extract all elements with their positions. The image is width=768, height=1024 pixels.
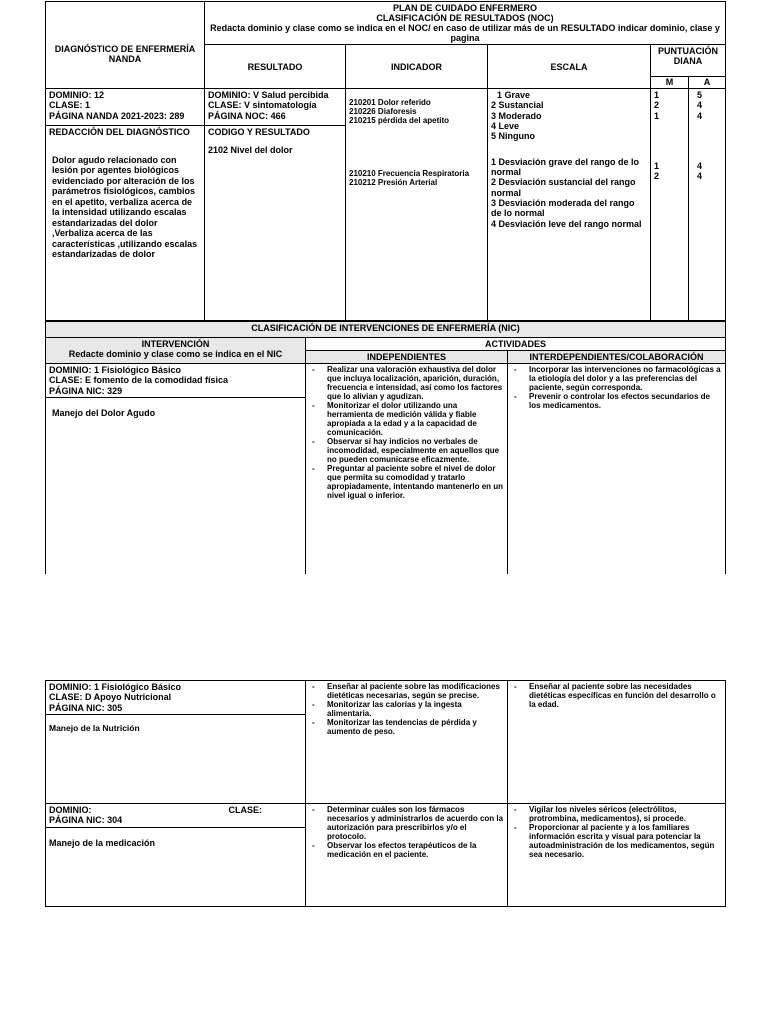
nic-block3-nombre: Manejo de la medicación (49, 837, 156, 848)
nic-block3-clase: CLASE: (228, 805, 262, 815)
list-item: - Preguntar al paciente sobre el nivel de dolor que permita su comodidad y tratarlo apropiadamente, intentando mantenerlo en un nivel igual o inferior. (309, 464, 504, 500)
m-values-2: 1 2 (654, 161, 660, 182)
a-cell (689, 89, 726, 321)
list-item: - Determinar cuáles son los fármacos necesarios y administrarlos de acuerdo con la autorización para prescribirlos y/o el protocolo. (309, 805, 504, 841)
list-item: - Realizar una valoración exhaustiva del dolor que incluya localización, aparición, duración, frecuencia e intensidad, así como los factores que lo alivian y agudizan. (309, 365, 504, 401)
actividades-header: ACTIVIDADES (306, 338, 726, 351)
nic-table (45, 321, 726, 574)
nic-block3-independientes (306, 804, 508, 907)
nanda-pagina: PÁGINA NANDA 2021-2023: 289 (49, 110, 185, 121)
redaccion-cell (46, 126, 205, 321)
list-item: - Vigilar los niveles séricos (electrólitos, protrombina, medicamentos), si procede. (511, 805, 722, 823)
redaccion-text: Dolor agudo relacionado con lesión por agentes biológicos evidenciado por alteración de los parámetros fisiológicos, cambios en el apetito, verbaliza acerca de la intensidad utilizando escalas estandarizadas del dolor ,Verbaliza acerca de las características ,utilizando escalas estandarizadas de dolor (52, 155, 198, 259)
m-cell (651, 89, 689, 321)
noc-instruction: Redacta dominio y clase como se indica en el NOC/ en caso de utilizar más de un RESULTADO indicar dominio, clase y pagina (210, 23, 720, 44)
nic-block3-interdependientes (508, 804, 726, 907)
nic-block3-intervencion (46, 804, 306, 907)
list-item: - Monitorizar las calorías y la ingesta alimentaria. (309, 700, 504, 718)
nic-block3-meta (46, 804, 305, 828)
independientes-header: INDEPENDIENTES (306, 351, 508, 364)
plan-title: PLAN DE CUIDADO ENFERMERO (393, 3, 538, 13)
codigo-label: CODIGO Y RESULTADO (208, 127, 310, 137)
nic-block2-intervencion (46, 681, 306, 804)
noc-resultado: 2102 Nivel del dolor (208, 145, 293, 155)
list-item: - Prevenir o controlar los efectos secundarios de los medicamentos. (511, 392, 722, 410)
nic-block2-interdependientes (508, 681, 726, 804)
nic-block2-dominio: DOMINIO: 1 Fisiológico Básico (49, 682, 182, 692)
col-puntuacion: PUNTUACIÓN DIANA (651, 45, 726, 77)
list-item: - Incorporar las intervenciones no farmacológicas a la etiología del dolor y a las preferencias del paciente, según corresponda. (511, 365, 722, 392)
list-item: - Proporcionar al paciente y a los familiares información escrita y visual para potenciar la autoadministración de los medicamentos, según sea necesario. (511, 823, 722, 859)
nic-block1-nombre: Manejo del Dolor Agudo (52, 408, 156, 419)
nanda-dominio: DOMINIO: 12 (49, 90, 105, 100)
nic-block2-clase: CLASE: D Apoyo Nutricional (49, 692, 172, 703)
nic-block1-dominio: DOMINIO: 1 Fisiológico Básico (49, 365, 182, 375)
indicadores-cell (346, 89, 488, 321)
codigo-cell (205, 126, 346, 321)
noc-clase: CLASE: V sintomatología (208, 100, 317, 111)
noc-dominio-cell (205, 89, 346, 126)
nic-block2-independientes (306, 681, 508, 804)
col-a: A (689, 77, 726, 89)
nic-block1-clase: CLASE: E fomento de la comodidad física (49, 375, 229, 386)
noc-dominio: DOMINIO: V Salud percibida (208, 90, 329, 100)
nic-block2-pagina: PÁGINA NIC: 305 (49, 702, 123, 713)
nanda-header: DIAGNÓSTICO DE ENFERMERÍA NANDA (46, 2, 205, 89)
col-m: M (651, 77, 689, 89)
nic-block1-pagina: PÁGINA NIC: 329 (49, 385, 123, 396)
list-item: - Enseñar al paciente sobre las modificaciones dietéticas necesarias, según se precise. (309, 682, 504, 700)
escala-2: 1 Desviación grave del rango de lo normal 2 Desviación sustancial del rango normal 3 Desviación moderada del rango de lo normal 4 Desviación leve del rango normal (491, 156, 642, 229)
noc-title: CLASIFICACIÓN DE RESULTADOS (NOC) (376, 13, 554, 24)
escala-cell (488, 89, 651, 321)
nic-table-continued (45, 680, 726, 907)
col-resultado: RESULTADO (205, 45, 346, 89)
nic-instruction: Redacte dominio y clase como se indica en el NIC (68, 349, 283, 360)
col-indicador: INDICADOR (346, 45, 488, 89)
indicadores-1: 210201 Dolor referido 210226 Diaforesis 210215 pérdida del apetito (349, 98, 450, 126)
a-values-1: 5 4 4 (697, 90, 703, 121)
list-item: - Monitorizar el dolor utilizando una herramienta de medición válida y fiable apropiada a la edad y a la capacidad de comunicación. (309, 401, 504, 437)
nic-block2-nombre: Manejo de la Nutrición (49, 723, 140, 734)
intervencion-header: INTERVENCIÓN Redacte dominio y clase como se indica en el NIC (46, 338, 306, 364)
nic-title: CLASIFICACIÓN DE INTERVENCIONES DE ENFERMERÍA (NIC) (46, 322, 726, 338)
escala-1: 1 Grave 2 Sustancial 3 Moderado 4 Leve 5 Ninguno (491, 90, 544, 142)
nic-block1-interdependientes (508, 364, 726, 575)
a-values-2: 4 4 (697, 161, 703, 182)
nic-block2-meta (46, 681, 305, 715)
nanda-dominio-cell (46, 89, 205, 126)
interdependientes-header: INTERDEPENDIENTES/COLABORACIÓN (508, 351, 726, 364)
nic-block1-meta (46, 364, 305, 398)
list-item: - Monitorizar las tendencias de pérdida y aumento de peso. (309, 718, 504, 736)
nic-block1-intervencion (46, 364, 306, 575)
list-item: - Observar si hay indicios no verbales de incomodidad, especialmente en aquellos que no pueden comunicarse eficazmente. (309, 437, 504, 464)
noc-pagina: PÁGINA NOC: 466 (208, 110, 286, 121)
redaccion-label: REDACCIÓN DEL DIAGNÓSTICO (49, 127, 190, 137)
noc-header (205, 2, 726, 45)
noc-table (45, 1, 726, 321)
nic-block3-pagina: PÁGINA NIC: 304 (49, 815, 123, 826)
nic-block1-independientes (306, 364, 508, 575)
m-values-1: 1 2 1 (654, 90, 660, 121)
nic-block3-dominio: DOMINIO: (49, 805, 92, 815)
col-escala: ESCALA (488, 45, 651, 89)
list-item: - Enseñar al paciente sobre las necesidades dietéticas específicas en función del desarrollo o la edad. (511, 682, 722, 709)
list-item: - Observar los efectos terapéuticos de la medicación en el paciente. (309, 841, 504, 859)
nanda-clase: CLASE: 1 (49, 100, 91, 111)
indicadores-2: 210210 Frecuencia Respiratoria 210212 Presión Arterial (349, 168, 470, 187)
